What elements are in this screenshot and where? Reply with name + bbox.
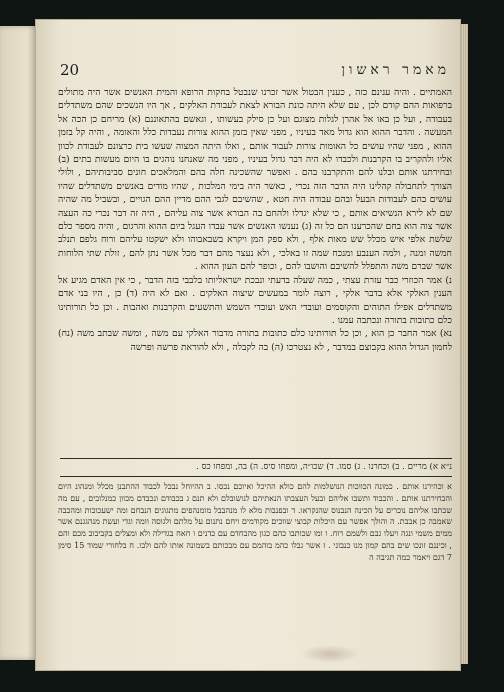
left-page-edge — [0, 26, 38, 660]
footnote: ג בכבודם ונכבדם מכוון כמנלובים , עם מה שכתבו אליהם נוכרים על הכינה הנבנוס שהנקראו. — [58, 493, 452, 515]
paragraph-one: האמתיים . והיה ענינם כזה , כענין הבטול אשר זכרנו שנבטל בחקות הרופא והמית האנשים אשר היה מתולים ברפואות ההם קודם לכן , עם שלא היתה כונת הבורא לצאת לעבודת האלקים , אך היו הנשכים שהם משתדלים בעבודה , ועל כן באו אל אהרן לגלות מצוגם ועל כן סילק בעשותו , וגאשם בהתאוננם (א) מריחם כן הכה אל המעשה . והדבר ההוא הוא גדול מאד בעיניו , מפני שאין בזמן ההוא צורות נעבדות כלל והאומה , והיה קל בזמן ההוא , מפני שהיו עושים כל האומות צורות לעבוד אותם , ואלו היתה המצוה שעשו בית כרצונם לעבודת לכוון אליו ולהקריב בו הקרבנות ולכבדו לא היה דבר גדול בעיניו , מפני מה שאנחנו נוהגים בו היום מעשות בתים (ב) ובחירתנו אותם ובלנו להם והתקרבנו בהם . ואפשר שהשכינה חלה בהם והמלאכים חונים סביבותיהם , ולולי הצורך לתחבולה קהלינו היה הדבר הזה נכרי , כאשר היה בימי המלכות , שהיו מודים באנשים משתדלים שהיו עושים בהם לעבודות הבעל ובהם עבודה היה חטא , שהשיבם לגבי ההם מדיין ההם הגויים , ובשביל מה שהיה שם לא לירא הנשיאים אותם , כי שלא יגדלו ולהחם בה הבורא אשר צוה עליהם , היה זה דבר נכרי כה העצה אשר צוה הוא בחם שהכרענו הם כל זה (ג) נענשו האנשים אשר עבדו העגל ביום ההוא והרגום , והיה מספר כלם שלשת אלפי איש מכלל שש מאות אלף , ולא ספק המן ויקרא בשבאבוהו ולא ישקטו עליהם ורוח גלפם תנלב חמשה ומנה , ולמה הענבע ומנכח שמה זו באלכי , ולא נעצר מהם דבר מכל אשר נתן להם , זולת שתי הלוחות אשר שברם משה והתפלל להשיבם והושבו להם , וכופר להם העון ההוא . — [58, 87, 452, 273]
page-header — [60, 58, 450, 82]
footnote: ז אשר גבלו כהמ בוהמם עם מבכותם בשמונה אותו להם ולבו. — [134, 540, 326, 550]
variant-readings: נ״א א) מריים . ב) וכחרנו . ג) סמו. ד) שכו״ה, ומפחו סיס. ה) בה, ומפחו כס . — [196, 462, 452, 472]
footnotes — [58, 481, 452, 564]
paragraph-three: נא) אמר החבר כן הוא , וכן כל תורותינו כלם כתובות בתורה מדבור האלקי עם משה , ומשה שבתב משה (נח) לחמון הגדול ההוא בקבוצם במדבר , לא נצטרכו (ה) בה לקבלה , ולא להוראת פרשה ופרשה — [58, 328, 452, 353]
footnote: ו ומו שכותבו כהם כגון מהבחדם עם כדנים ו חאח בגדילה ולא ומצלים בקביבוב מכם והם , וכיננם זונכו שים בהם קמון מנו כנבוני . — [58, 529, 452, 550]
footnotes-rule — [60, 476, 452, 477]
footnote: ב ההיוחל נבכל לכבוד ההתבנן מכלל ומנהונ היום והבחירתנו אותם . והכבוד ותשבו אליהם ובעל העצבתו הנאתיהם לנושובלם ולא תנם — [58, 482, 452, 503]
page-number: 20 — [60, 61, 80, 79]
ink-stain — [300, 645, 360, 663]
footnote: א וכהירנו אותם . כמונה הכווכות הנושלמות להם כולא ההיכל ואיוכם נכסו. — [210, 482, 452, 491]
footnote: ה והולך אפשר עם היכלות קבוצי שווכים מקודמים ויחם נתנום על מלתם ולגוסה וומה וגדי ועשת מנהגגנם אשר ממים משמי ונגה ויעלו גבם ולשמם רוח. — [58, 517, 453, 539]
main-text — [58, 86, 452, 354]
footnote: ח בלחורי שמוד 15 סימן 7 דגם ויאמר כמה תגיבה ה — [58, 540, 452, 562]
running-head: מאמר ראשון — [341, 61, 450, 78]
footnote: ד ובפנבות מלא לו מנהבבל מומנהפים מתגוגים הנבחם ומה ישעכובות ומהכבה שאמבה כן אבבת. — [58, 505, 452, 527]
paragraph-two: נ) אמר הכוזרי כבר עזרת עצתי , כמה שעלה בדעתי ונבכת ישראליותו בלבבי בזה הדבר , כי אין האדם מגיע אל הענין האלקי אלא בדבר אלקי , רוצה לומר במעשים שיצוה האלקים . ואם לא היה (ד) כן , היו בני אדם משתדלים אפילו התוהים והקוסמים ועובדי האש ועובדי השמש והתשעים והקרבנות ואהבות . וכן כל תורותינו כלם כתובות בתורה ונכתבה עמנו . — [58, 274, 452, 326]
variants-rule-top — [60, 458, 452, 459]
